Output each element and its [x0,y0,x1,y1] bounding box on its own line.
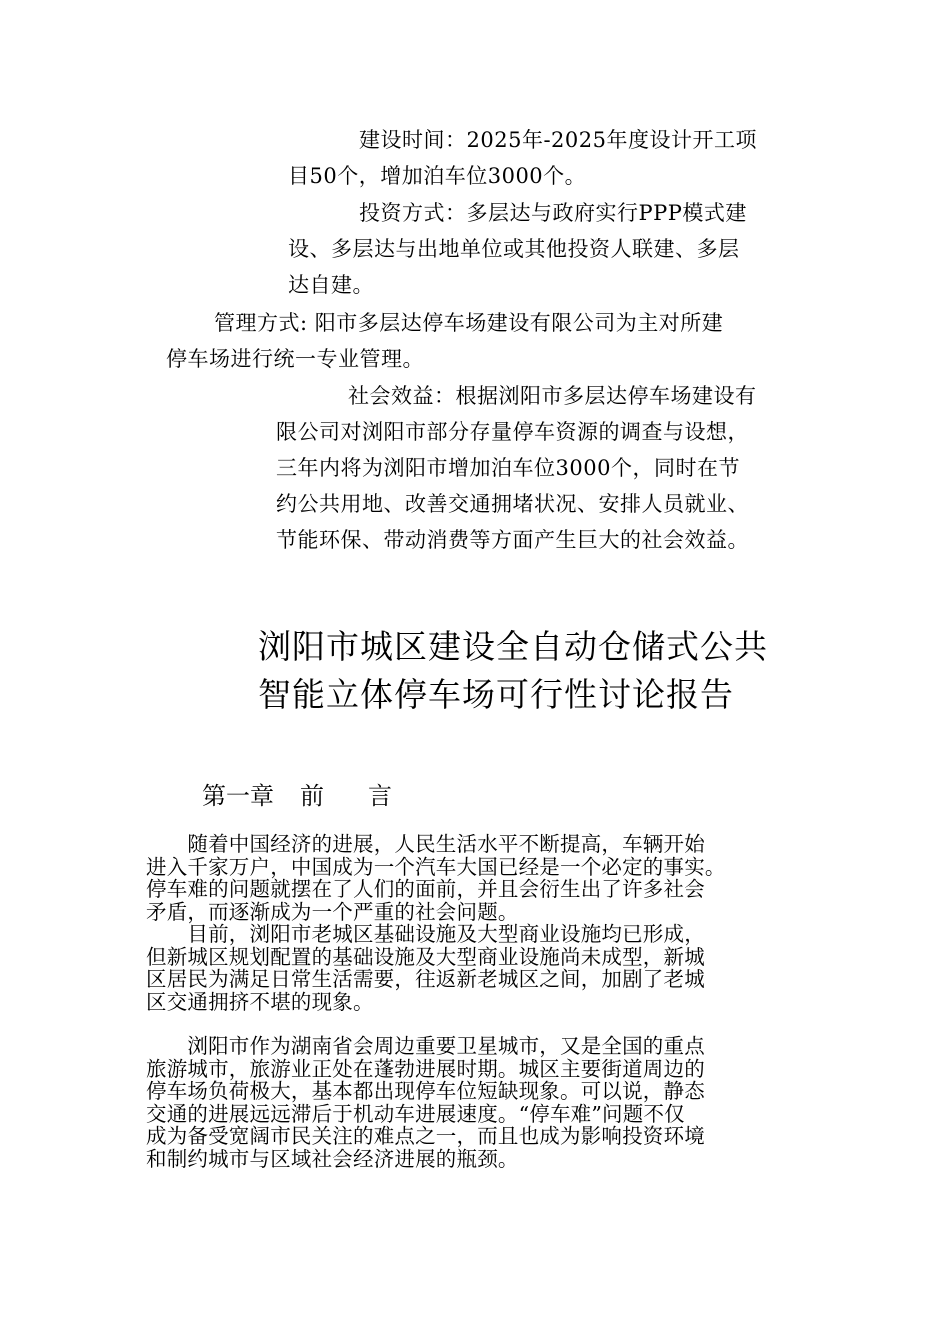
body-paragraph-1 [146,833,726,923]
paragraph-line: 旅游城市，旅游业正处在蓬勃进展时期。城区主要街道周边的 [146,1056,705,1081]
management-method-paragraph [166,305,723,377]
social-benefit-line-2: 限公司对浏阳市部分存量停车资源的调查与设想， [276,420,749,444]
report-title-line-2: 智能立体停车场可行性讨论报告 [258,675,734,714]
paragraph-line: 成为备受宽阔市民关注的难点之一，而且也成为影响投资环境 [146,1124,705,1148]
construction-time-line-2: 目50个，增加泊车位3000个。 [288,164,587,188]
social-benefit-paragraph [276,378,757,558]
paragraph-line: 区居民为满足日常生活需要，往返新老城区之间，加剧了老城 [146,967,705,991]
social-benefit-line-1: 社会效益：根据浏阳市多层达停车场建设有 [348,384,757,408]
report-title-line-1: 浏阳市城区建设全自动仓储式公共 [258,627,768,666]
paragraph-line: 目前，浏阳市老城区基础设施及大型商业设施均已形成， [146,922,705,946]
paragraph-line: 停车场负荷极大，基本都出现停车位短缺现象。可以说，静态 [146,1079,705,1103]
investment-method-line-1: 投资方式：多层达与政府实行PPP模式建 [359,201,747,225]
paragraph-line: 进入千家万户，中国成为一个汽车大国已经是一个必定的事实。 [146,854,726,879]
social-benefit-line-3: 三年内将为浏阳市增加泊车位3000个，同时在节 [276,456,740,480]
social-benefit-line-5: 节能环保、带动消费等方面产生巨大的社会效益。 [276,528,749,552]
paragraph-line: 但新城区规划配置的基础设施及大型商业设施尚未成型，新城 [146,944,705,969]
construction-time-paragraph [288,122,757,194]
social-benefit-line-4: 约公共用地、改善交通拥堵状况、安排人员就业、 [276,492,749,516]
investment-method-line-3: 达自建。 [288,273,374,297]
chapter-heading [202,780,392,812]
investment-method-line-2: 设、多层达与出地单位或其他投资人联建、多层 [288,237,740,261]
construction-time-line-1: 建设时间：2025年-2025年度设计开工项 [359,128,757,152]
report-title [258,623,768,719]
body-paragraph-2 [146,923,705,1013]
paragraph-line: 随着中国经济的进展，人民生活水平不断提高，车辆开始 [146,832,705,856]
management-method-line-1: 管理方式: 阳市多层达停车场建设有限公司为主对所建 [214,311,724,335]
paragraph-line: 停车难的问题就摆在了人们的面前，并且会衍生出了许多社会 [146,877,705,901]
chapter-word-1: 前 [300,782,324,810]
management-method-line-2: 停车场进行统一专业管理。 [166,347,424,371]
paragraph-line: 矛盾，而逐渐成为一个严重的社会问题。 [146,899,519,924]
paragraph-line: 和制约城市与区域社会经济进展的瓶颈。 [146,1146,519,1171]
body-paragraph-3 [146,1035,705,1170]
paragraph-line: 浏阳市作为湖南省会周边重要卫星城市，又是全国的重点 [146,1034,705,1058]
paragraph-line: 交通的进展远远滞后于机动车进展速度。“停车难”问题不仅 [146,1101,685,1126]
chapter-word-2: 言 [368,782,392,810]
investment-method-paragraph [288,195,747,303]
chapter-number: 第一章 [202,782,274,810]
paragraph-line: 区交通拥挤不堪的现象。 [146,989,374,1014]
